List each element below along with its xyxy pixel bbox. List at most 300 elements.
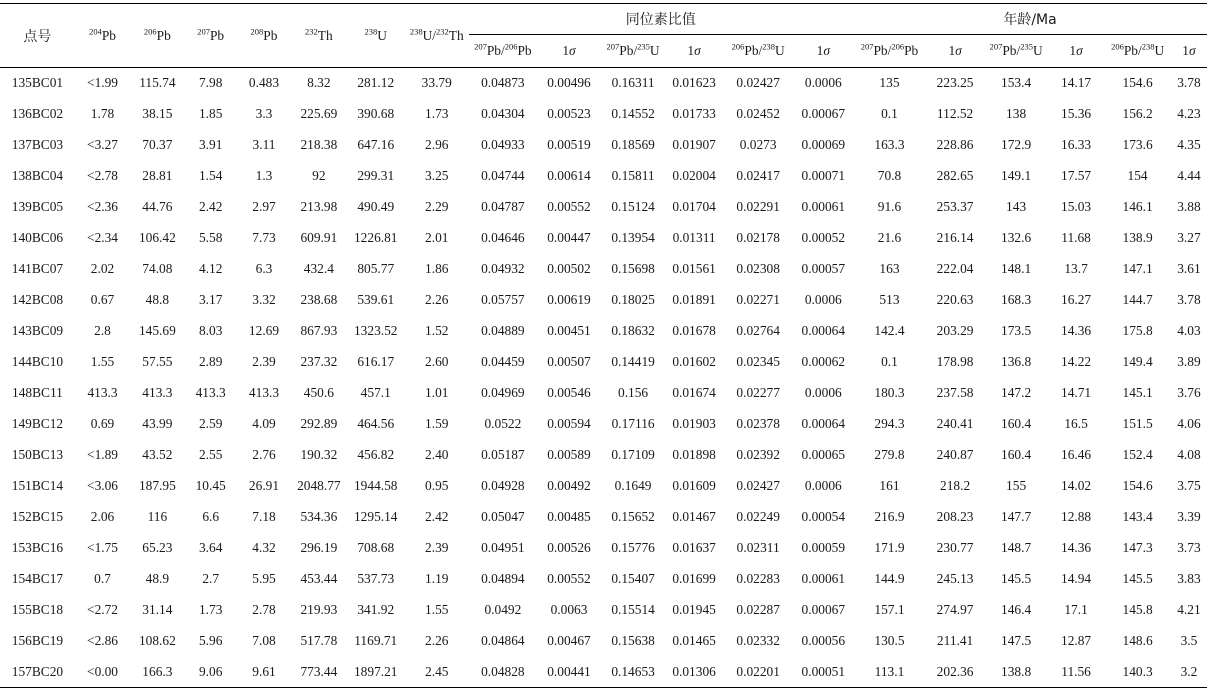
- table-cell: 14.71: [1061, 385, 1092, 400]
- table-cell: 0.02452: [736, 106, 780, 121]
- header-pb204: $^{204}$Pb: [75, 4, 130, 68]
- table-cell: 2.55: [198, 447, 223, 462]
- table-cell: 0.483: [248, 75, 280, 91]
- table-cell: 1.78: [90, 106, 115, 121]
- table-cell: 3.78: [1177, 75, 1201, 91]
- table-cell: 5.96: [198, 633, 223, 648]
- table-cell: 138: [1006, 106, 1027, 121]
- table-cell: 202.36: [936, 663, 974, 679]
- table-cell: 4.44: [1177, 168, 1201, 183]
- table-row: [0, 99, 1207, 130]
- table-cell: 0.04744: [481, 168, 525, 183]
- row-point-id: 136BC02: [11, 106, 64, 121]
- table-cell: 108.62: [138, 633, 176, 648]
- table-cell: 208.23: [936, 509, 974, 524]
- table-cell: 0.01637: [672, 540, 716, 555]
- table-cell: 0.00589: [547, 447, 591, 462]
- table-cell: 3.17: [198, 292, 223, 307]
- table-cell: 3.2: [1180, 663, 1198, 679]
- table-cell: 534.36: [300, 509, 338, 524]
- table-cell: 4.09: [252, 416, 276, 431]
- table-cell: 0.00052: [801, 230, 846, 245]
- table-cell: 173.6: [1122, 137, 1153, 152]
- table-cell: 3.89: [1177, 354, 1201, 369]
- row-point-id: 152BC15: [11, 509, 64, 524]
- table-cell: 0.18632: [611, 323, 655, 338]
- table-cell: 0.16311: [611, 75, 655, 91]
- table-cell: 537.73: [357, 571, 395, 586]
- table-cell: <1.75: [87, 540, 119, 555]
- table-cell: <1.99: [87, 75, 119, 91]
- table-row: [0, 130, 1207, 161]
- table-cell: 0.01945: [672, 602, 716, 617]
- table-cell: 138.9: [1122, 230, 1153, 245]
- table-cell: 0.15124: [611, 199, 655, 214]
- table-cell: 453.44: [300, 571, 338, 586]
- table-cell: 0.04894: [481, 571, 525, 586]
- table-cell: 2.96: [425, 137, 449, 152]
- table-cell: 294.3: [874, 416, 905, 431]
- table-cell: 2.39: [425, 540, 449, 555]
- table-cell: 156.2: [1122, 106, 1153, 121]
- row-point-id: 138BC04: [11, 168, 64, 183]
- table-cell: 43.99: [142, 416, 173, 431]
- table-cell: 2.97: [252, 199, 276, 214]
- table-cell: 218.38: [300, 137, 338, 152]
- table-cell: 0.02332: [736, 633, 780, 648]
- table-row: [0, 533, 1207, 564]
- table-cell: 223.25: [936, 75, 974, 91]
- row-point-id: 155BC18: [11, 602, 64, 617]
- table-cell: 0.04933: [481, 137, 525, 152]
- header-sigma: 1σ: [1171, 35, 1207, 68]
- table-cell: 3.88: [1177, 199, 1201, 214]
- table-cell: 0.15514: [611, 602, 655, 617]
- table-cell: 28.81: [142, 168, 173, 183]
- table-cell: 6.6: [202, 509, 220, 524]
- table-cell: 0.02764: [736, 323, 780, 338]
- row-point-id: 153BC16: [11, 540, 64, 555]
- table-row: [0, 626, 1207, 657]
- table-cell: 0.04646: [481, 230, 525, 245]
- table-cell: 0.00067: [801, 602, 846, 617]
- table-cell: 0.04873: [481, 75, 525, 91]
- table-cell: 1.01: [425, 385, 449, 400]
- table-cell: 65.23: [142, 540, 173, 555]
- table-cell: 0.14419: [611, 354, 655, 369]
- table-cell: 616.17: [357, 354, 395, 369]
- table-cell: 15.03: [1061, 199, 1092, 214]
- table-cell: 2.26: [425, 633, 449, 648]
- table-row: [0, 657, 1207, 688]
- table-cell: 143: [1006, 199, 1027, 214]
- table-cell: 216.9: [874, 509, 905, 524]
- table-cell: 2.8: [94, 323, 111, 338]
- table-cell: 1.86: [425, 261, 449, 276]
- table-cell: 2048.77: [297, 478, 341, 493]
- table-cell: 0.00051: [801, 663, 846, 679]
- table-cell: 0.01907: [672, 137, 716, 152]
- header-pb207: $^{207}$Pb: [185, 4, 237, 68]
- table-cell: 147.1: [1122, 261, 1153, 276]
- table-cell: 7.18: [252, 509, 276, 524]
- table-cell: <1.89: [87, 447, 119, 462]
- table-cell: 0.0063: [550, 602, 588, 617]
- table-cell: 230.77: [936, 540, 974, 555]
- table-cell: 0.17116: [611, 416, 655, 431]
- table-cell: 21.6: [877, 230, 902, 245]
- table-cell: 145.5: [1001, 571, 1032, 586]
- table-cell: 0.01467: [672, 509, 716, 524]
- table-row: [0, 161, 1207, 192]
- header-u238: $^{238}$U: [347, 4, 405, 68]
- table-cell: 238.68: [300, 292, 338, 307]
- table-cell: 147.7: [1001, 509, 1032, 524]
- table-cell: 0.00065: [801, 447, 846, 462]
- row-point-id: 140BC06: [11, 230, 64, 245]
- table-cell: 113.1: [874, 663, 905, 679]
- table-cell: 160.4: [1001, 416, 1032, 431]
- table-cell: 0.00492: [547, 478, 591, 493]
- table-cell: 867.93: [300, 323, 338, 338]
- header-age-pb206-u238: $^{206}$Pb/$^{238}$U: [1104, 35, 1171, 68]
- table-cell: 136.8: [1001, 354, 1032, 369]
- row-point-id: 142BC08: [11, 292, 64, 307]
- table-cell: 216.14: [936, 230, 974, 245]
- table-cell: 132.6: [1001, 230, 1032, 245]
- table-cell: 4.08: [1177, 447, 1201, 462]
- table-cell: 149.1: [1001, 168, 1032, 183]
- table-cell: 432.4: [303, 261, 334, 276]
- table-cell: 13.7: [1064, 261, 1088, 276]
- table-cell: 0.15638: [611, 633, 655, 648]
- table-cell: 2.01: [425, 230, 449, 245]
- table-cell: 1323.52: [353, 323, 398, 338]
- table-cell: 144.9: [874, 571, 905, 586]
- table-cell: 0.15698: [611, 261, 655, 276]
- table-cell: 1.59: [425, 416, 449, 431]
- table-cell: 0.01891: [672, 292, 716, 307]
- table-cell: 14.22: [1061, 354, 1092, 369]
- header-sigma: 1σ: [537, 35, 601, 68]
- table-cell: 0.02291: [736, 199, 780, 214]
- table-cell: 0.01311: [672, 230, 716, 245]
- table-cell: 147.2: [1001, 385, 1032, 400]
- row-point-id: 149BC12: [11, 416, 64, 431]
- table-cell: 12.69: [248, 323, 280, 338]
- table-cell: 14.94: [1061, 571, 1092, 586]
- table-cell: 0.00057: [801, 261, 846, 276]
- table-cell: 0.02308: [736, 261, 780, 276]
- table-cell: 0.04459: [481, 354, 525, 369]
- table-cell: 171.9: [874, 540, 905, 555]
- table-cell: 513: [879, 292, 900, 307]
- table-cell: 464.56: [357, 416, 395, 431]
- table-cell: 160.4: [1001, 447, 1032, 462]
- table-cell: 0.14552: [611, 106, 655, 121]
- table-cell: 4.12: [198, 261, 223, 276]
- table-cell: 9.06: [198, 663, 223, 679]
- table-cell: 16.5: [1064, 416, 1088, 431]
- table-cell: 1169.71: [354, 633, 398, 648]
- table-cell: 0.02178: [736, 230, 780, 245]
- table-cell: 0.00059: [801, 540, 846, 555]
- table-cell: 2.45: [425, 663, 449, 679]
- table-cell: 173.5: [1001, 323, 1032, 338]
- table-row: [0, 595, 1207, 626]
- table-cell: 0.02201: [736, 663, 780, 679]
- table-cell: 14.36: [1061, 323, 1092, 338]
- table-cell: 0.00056: [801, 633, 846, 648]
- table-cell: 225.69: [300, 106, 338, 121]
- table-cell: 0.0006: [804, 385, 842, 400]
- table-cell: 0.00507: [547, 354, 591, 369]
- row-point-id: 144BC10: [11, 354, 64, 369]
- table-cell: 0.04951: [481, 540, 525, 555]
- table-cell: 457.1: [360, 385, 391, 400]
- table-cell: 1.55: [90, 354, 115, 369]
- table-cell: 0.00064: [801, 416, 846, 431]
- table-cell: 145.5: [1122, 571, 1153, 586]
- table-cell: 26.91: [248, 478, 280, 493]
- table-cell: 0.67: [90, 292, 115, 307]
- table-cell: 3.11: [252, 137, 276, 152]
- table-cell: 0.00594: [547, 416, 591, 431]
- table-cell: 1295.14: [353, 509, 398, 524]
- row-point-id: 143BC09: [11, 323, 64, 338]
- table-row: [0, 192, 1207, 223]
- header-th232: $^{232}$Th: [291, 4, 346, 68]
- table-cell: 153.4: [1001, 75, 1032, 91]
- table-cell: 0.00502: [547, 261, 591, 276]
- table-cell: 168.3: [1001, 292, 1032, 307]
- table-cell: 3.91: [198, 137, 223, 152]
- header-age-pb207-u235: $^{207}$Pb/$^{235}$U: [984, 35, 1048, 68]
- table-cell: 14.36: [1061, 540, 1092, 555]
- table-cell: 1.52: [425, 323, 449, 338]
- table-cell: 3.5: [1180, 633, 1198, 648]
- table-cell: 4.03: [1177, 323, 1201, 338]
- table-cell: 16.33: [1061, 137, 1092, 152]
- row-point-id: 137BC03: [11, 137, 64, 152]
- header-ratio-pb207-pb206: $^{207}$Pb/$^{206}$Pb: [469, 35, 538, 68]
- table-cell: 0.00441: [547, 663, 591, 679]
- table-row: [0, 471, 1207, 502]
- table-cell: 0.18025: [611, 292, 655, 307]
- table-cell: 609.91: [300, 230, 338, 245]
- header-pb206: $^{206}$Pb: [130, 4, 184, 68]
- table-cell: 3.3: [255, 106, 273, 121]
- table-cell: 2.26: [425, 292, 449, 307]
- header-point: 点号: [0, 4, 75, 68]
- table-cell: 154: [1127, 168, 1148, 183]
- table-cell: 146.4: [1001, 602, 1032, 617]
- table-cell: 647.16: [357, 137, 395, 152]
- table-cell: 292.89: [300, 416, 338, 431]
- table-cell: 17.57: [1061, 168, 1092, 183]
- table-cell: 0.00451: [547, 323, 591, 338]
- table-cell: 116: [147, 509, 168, 524]
- table-cell: 0.04828: [481, 663, 525, 679]
- table-cell: 0.04787: [481, 199, 525, 214]
- table-cell: 0.01699: [672, 571, 716, 586]
- table-cell: 282.65: [936, 168, 974, 183]
- table-cell: 0.00067: [801, 106, 846, 121]
- header-sigma: 1σ: [1048, 35, 1104, 68]
- table-cell: 2.59: [198, 416, 223, 431]
- table-cell: 341.92: [357, 602, 395, 617]
- table-cell: 240.41: [936, 416, 974, 431]
- table-cell: 0.01602: [672, 354, 716, 369]
- table-cell: 0.1: [881, 354, 898, 369]
- table-cell: 157.1: [874, 602, 905, 617]
- table-cell: 0.0006: [804, 478, 842, 493]
- table-cell: 91.6: [877, 199, 902, 214]
- table-cell: 0.00519: [547, 137, 591, 152]
- row-point-id: 154BC17: [11, 571, 64, 586]
- table-cell: 211.41: [936, 633, 974, 648]
- table-cell: 0.00447: [547, 230, 591, 245]
- table-cell: 161: [879, 478, 900, 493]
- table-cell: 0.00467: [547, 633, 591, 648]
- table-cell: 2.42: [425, 509, 449, 524]
- table-cell: 0.00619: [547, 292, 591, 307]
- table-cell: 180.3: [874, 385, 905, 400]
- table-row: [0, 316, 1207, 347]
- table-cell: 253.37: [936, 199, 974, 214]
- table-cell: 708.68: [357, 540, 395, 555]
- table-row: [0, 502, 1207, 533]
- table-cell: 0.04304: [481, 106, 525, 121]
- table-cell: <2.34: [87, 230, 119, 245]
- table-cell: 4.23: [1177, 106, 1201, 121]
- table-cell: 149.4: [1122, 354, 1153, 369]
- table-cell: 0.1649: [614, 478, 652, 493]
- table-cell: 38.15: [142, 106, 173, 121]
- table-cell: <0.00: [87, 663, 119, 679]
- table-cell: <3.27: [87, 137, 119, 152]
- table-cell: 152.4: [1122, 447, 1153, 462]
- table-cell: 2.06: [90, 509, 115, 524]
- table-cell: 4.32: [252, 540, 276, 555]
- table-row: [0, 440, 1207, 471]
- table-cell: 0.04864: [481, 633, 525, 648]
- table-cell: 0.156: [618, 385, 649, 400]
- table-cell: 6.3: [255, 261, 273, 276]
- table-cell: 3.27: [1177, 230, 1201, 245]
- table-cell: 0.0492: [484, 602, 522, 617]
- table-cell: 245.13: [936, 571, 974, 586]
- table-cell: 2.7: [202, 571, 220, 586]
- table-cell: 390.68: [357, 106, 395, 121]
- table-cell: <2.86: [87, 633, 119, 648]
- table-cell: 0.02271: [736, 292, 780, 307]
- table-cell: 112.52: [936, 106, 974, 121]
- table-cell: 0.15811: [611, 168, 655, 183]
- table-cell: 2.42: [198, 199, 223, 214]
- table-cell: <2.36: [87, 199, 119, 214]
- table-cell: 0.02277: [736, 385, 780, 400]
- table-cell: 456.82: [357, 447, 395, 462]
- table-cell: 48.8: [145, 292, 170, 307]
- table-cell: 3.32: [252, 292, 276, 307]
- table-cell: 12.88: [1061, 509, 1092, 524]
- table-cell: 0.69: [90, 416, 115, 431]
- table-cell: 3.61: [1177, 261, 1201, 276]
- table-cell: 151.5: [1122, 416, 1153, 431]
- header-sigma: 1σ: [926, 35, 984, 68]
- table-cell: 0.00552: [547, 199, 591, 214]
- table-cell: 7.08: [252, 633, 276, 648]
- table-cell: 0.15407: [611, 571, 655, 586]
- table-cell: 147.3: [1122, 540, 1153, 555]
- table-cell: 0.04932: [481, 261, 525, 276]
- header-sigma: 1σ: [794, 35, 854, 68]
- table-cell: 1944.58: [353, 478, 398, 493]
- table-cell: 0.02311: [736, 540, 780, 555]
- table-cell: 4.21: [1177, 602, 1201, 617]
- row-point-id: 157BC20: [11, 663, 64, 679]
- table-cell: 2.78: [252, 602, 276, 617]
- table-cell: 0.15776: [611, 540, 655, 555]
- table-cell: 70.37: [142, 137, 173, 152]
- table-cell: 172.9: [1001, 137, 1032, 152]
- table-cell: 9.61: [252, 663, 276, 679]
- table-cell: 0.04928: [481, 478, 525, 493]
- table-cell: 190.32: [300, 447, 338, 462]
- table-cell: 0.04969: [481, 385, 525, 400]
- table-cell: 0.02427: [736, 478, 780, 493]
- table-cell: 11.68: [1061, 230, 1091, 245]
- table-cell: 8.03: [198, 323, 223, 338]
- table-cell: 148.1: [1001, 261, 1032, 276]
- table-cell: 222.04: [936, 261, 974, 276]
- table-cell: 237.58: [936, 385, 974, 400]
- table-cell: 148.6: [1122, 633, 1153, 648]
- table-cell: 17.1: [1064, 602, 1088, 617]
- table-cell: 0.05047: [481, 509, 525, 524]
- table-cell: 7.98: [198, 75, 223, 91]
- row-point-id: 150BC13: [11, 447, 64, 462]
- table-cell: 0.02283: [736, 571, 780, 586]
- table-cell: 299.31: [357, 168, 395, 183]
- table-cell: 279.8: [874, 447, 905, 462]
- table-cell: 203.29: [936, 323, 974, 338]
- table-cell: 1.3: [255, 168, 273, 183]
- table-cell: 0.02249: [736, 509, 780, 524]
- table-cell: 0.02392: [736, 447, 780, 462]
- table-cell: 1.54: [198, 168, 223, 183]
- table-cell: 220.63: [936, 292, 974, 307]
- table-cell: 0.0273: [739, 137, 777, 152]
- table-cell: 0.01561: [672, 261, 716, 276]
- table-cell: 48.9: [145, 571, 170, 586]
- table-cell: 413.3: [87, 385, 118, 400]
- table-cell: 138.8: [1001, 663, 1032, 679]
- table-cell: 3.76: [1177, 385, 1201, 400]
- table-cell: 33.79: [421, 75, 452, 91]
- table-cell: 281.12: [357, 75, 395, 91]
- table-cell: 15.36: [1061, 106, 1092, 121]
- table-cell: 0.0006: [804, 75, 842, 91]
- table-cell: 166.3: [142, 663, 173, 679]
- table-cell: 213.98: [300, 199, 338, 214]
- table-cell: 0.01609: [672, 478, 716, 493]
- table-row: [0, 347, 1207, 378]
- header-age-pb207-pb206: $^{207}$Pb/$^{206}$Pb: [853, 35, 926, 68]
- table-cell: 0.01733: [672, 106, 716, 121]
- table-cell: 0.00064: [801, 323, 846, 338]
